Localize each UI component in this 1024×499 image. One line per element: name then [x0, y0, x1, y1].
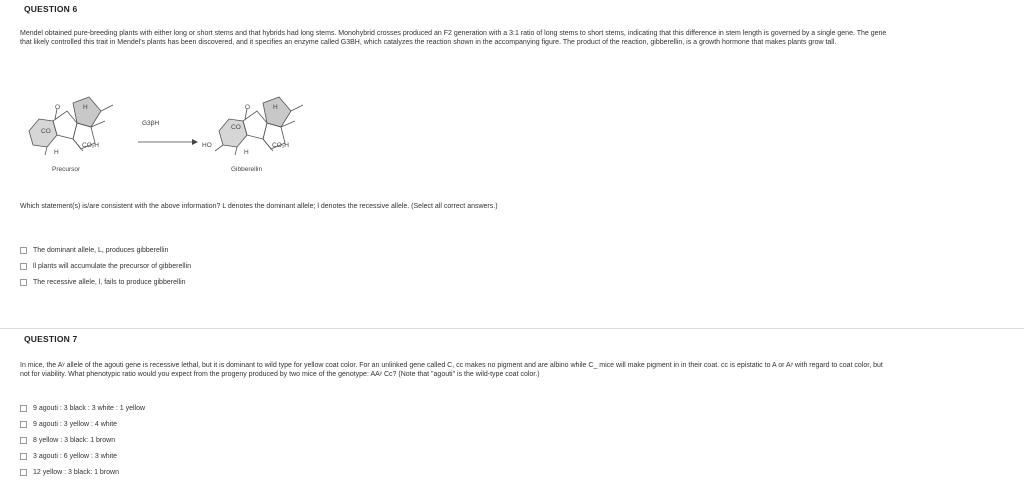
checkbox[interactable]	[20, 247, 27, 254]
option-label: The dominant allele, L, produces gibberellin	[33, 246, 169, 254]
option-label: 9 agouti : 3 yellow : 4 white	[33, 420, 118, 428]
checkbox[interactable]	[20, 469, 27, 476]
q7-option-1[interactable]	[20, 401, 145, 415]
gibberellin-caption: Gibberellin	[231, 166, 263, 173]
question-7-options	[20, 401, 145, 479]
option-label: 9 agouti : 3 black : 3 white : 1 yellow	[33, 404, 146, 412]
enzyme-label: G3βH	[142, 120, 160, 127]
option-label: 3 agouti : 6 yellow : 3 white	[33, 452, 118, 460]
precursor-o-label: O	[55, 104, 61, 111]
question-6-stem: Mendel obtained pure-breeding plants with either long or short stems and that hybrids had long stems. Monohybrid crosses produced an F2 generation with a 3:1 ratio of long stems to short stems, indicating that this difference in stem length is governed by a single gene. The gene that likely controlled this trait in Mendel's plants has been discovered, and it specifies an enzyme called G3BH, which catalyzes the reaction shown in the accompanying figure. The product of the reaction, gibberellin, is a growth hormone that makes plants grow tall.	[20, 30, 887, 46]
option-label: ll plants will accumulate the precursor of gibberellin	[33, 262, 191, 270]
gibberellin-h2-label: H	[244, 149, 249, 156]
reaction-arrow	[138, 137, 198, 147]
option-label: The recessive allele, l, fails to produce gibberellin	[33, 278, 186, 286]
option-label: 12 yellow : 3 black: 1 brown	[33, 468, 119, 476]
q6-option-1[interactable]	[20, 243, 191, 257]
checkbox[interactable]	[20, 263, 27, 270]
q7-option-2[interactable]	[20, 417, 145, 431]
checkbox[interactable]	[20, 437, 27, 444]
question-6-title: QUESTION 6	[24, 4, 78, 14]
precursor-co-label: CO	[41, 128, 51, 135]
precursor-cooh-label: CO₂H	[82, 142, 99, 149]
q7-option-4[interactable]	[20, 449, 145, 463]
q6-option-3[interactable]	[20, 275, 191, 289]
q7-option-5[interactable]	[20, 465, 145, 479]
checkbox[interactable]	[20, 453, 27, 460]
gibberellin-co-label: CO	[231, 124, 241, 131]
checkbox[interactable]	[20, 279, 27, 286]
question-divider	[0, 328, 1024, 329]
checkbox[interactable]	[20, 405, 27, 412]
precursor-h2-label: H	[54, 149, 59, 156]
question-7-title: QUESTION 7	[24, 334, 78, 344]
question-7-stem: In mice, the Aʸ allele of the agouti gene is recessive lethal, but it is dominant to wild type for yellow coat color. For an unlinked gene called C, cc makes no pigment and are albino while C_ mice will make pigment in in their coat. cc is epistatic to A or Aʸ with regard to coat color, but not for viability. What phenotypic ratio would you expect from the progeny produced by two mice of the genotype: AAʸ Cc? (Note that "agouti" is the wild-type coat color.)	[20, 362, 883, 378]
option-label: 8 yellow : 3 black: 1 brown	[33, 436, 116, 444]
reaction-figure	[20, 88, 320, 183]
question-6-options	[20, 243, 191, 289]
q6-option-2[interactable]	[20, 259, 191, 273]
gibberellin-o-label: O	[245, 104, 251, 111]
precursor-caption: Precursor	[52, 166, 81, 173]
gibberellin-h-label: H	[273, 104, 278, 111]
gibberellin-cooh-label: CO₂H	[272, 142, 289, 149]
q7-option-3[interactable]	[20, 433, 145, 447]
gibberellin-ho-label: HO	[202, 142, 212, 149]
checkbox[interactable]	[20, 421, 27, 428]
precursor-h-label: H	[83, 104, 88, 111]
question-6-prompt: Which statement(s) is/are consistent with the above information? L denotes the dominant allele; l denotes the recessive allele. (Select all correct answers.)	[20, 203, 498, 210]
